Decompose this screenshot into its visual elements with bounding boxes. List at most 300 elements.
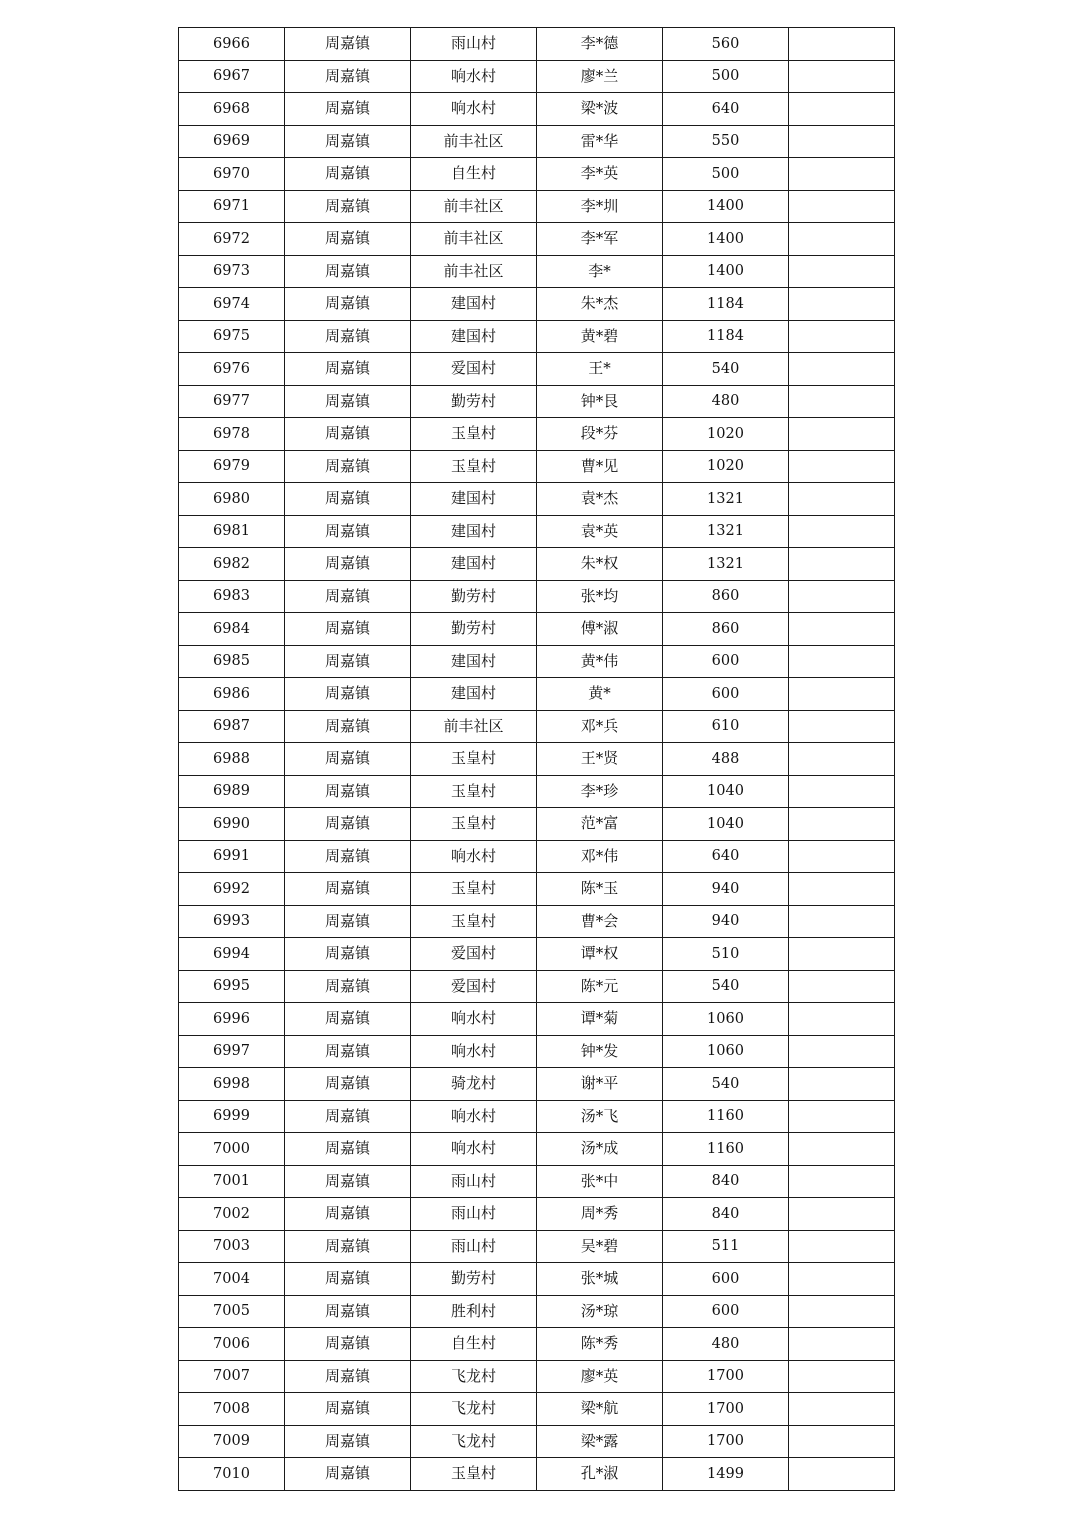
table-row (179, 1003, 895, 1036)
table-row (179, 28, 895, 61)
town-cell: 周嘉镇 (285, 385, 411, 418)
village-cell: 响水村 (411, 93, 537, 126)
table-row (179, 613, 895, 646)
amount-cell: 550 (663, 125, 789, 158)
amount-cell: 1020 (663, 450, 789, 483)
village-cell: 建国村 (411, 320, 537, 353)
remark-cell (789, 1198, 895, 1231)
table-row (179, 938, 895, 971)
village-cell: 建国村 (411, 515, 537, 548)
remark-cell (789, 353, 895, 386)
name-cell: 朱*权 (537, 548, 663, 581)
village-cell: 前丰社区 (411, 255, 537, 288)
remark-cell (789, 743, 895, 776)
town-cell: 周嘉镇 (285, 158, 411, 191)
amount-cell: 600 (663, 1263, 789, 1296)
amount-cell: 600 (663, 1295, 789, 1328)
name-cell: 张*中 (537, 1165, 663, 1198)
table-row (179, 1198, 895, 1231)
village-cell: 玉皇村 (411, 905, 537, 938)
amount-cell: 1040 (663, 775, 789, 808)
town-cell: 周嘉镇 (285, 743, 411, 776)
town-cell: 周嘉镇 (285, 1100, 411, 1133)
table-row (179, 775, 895, 808)
serial-number-cell: 7008 (179, 1393, 285, 1426)
name-cell: 陈*玉 (537, 873, 663, 906)
village-cell: 自生村 (411, 158, 537, 191)
name-cell: 曹*会 (537, 905, 663, 938)
village-cell: 爱国村 (411, 353, 537, 386)
name-cell: 袁*杰 (537, 483, 663, 516)
table-row (179, 483, 895, 516)
table-row (179, 548, 895, 581)
remark-cell (789, 93, 895, 126)
remark-cell (789, 1003, 895, 1036)
amount-cell: 540 (663, 353, 789, 386)
village-cell: 骑龙村 (411, 1068, 537, 1101)
amount-cell: 840 (663, 1198, 789, 1231)
name-cell: 谭*权 (537, 938, 663, 971)
village-cell: 前丰社区 (411, 223, 537, 256)
remark-cell (789, 1458, 895, 1491)
town-cell: 周嘉镇 (285, 905, 411, 938)
name-cell: 邓*兵 (537, 710, 663, 743)
village-cell: 前丰社区 (411, 190, 537, 223)
remark-cell (789, 1035, 895, 1068)
serial-number-cell: 7003 (179, 1230, 285, 1263)
amount-cell: 1321 (663, 548, 789, 581)
town-cell: 周嘉镇 (285, 1133, 411, 1166)
data-table (178, 27, 895, 1491)
serial-number-cell: 6999 (179, 1100, 285, 1133)
town-cell: 周嘉镇 (285, 1458, 411, 1491)
name-cell: 袁*英 (537, 515, 663, 548)
amount-cell: 1700 (663, 1393, 789, 1426)
table-row (179, 710, 895, 743)
table-row (179, 190, 895, 223)
name-cell: 钟*发 (537, 1035, 663, 1068)
serial-number-cell: 6973 (179, 255, 285, 288)
table-row (179, 678, 895, 711)
name-cell: 张*均 (537, 580, 663, 613)
name-cell: 曹*见 (537, 450, 663, 483)
serial-number-cell: 6990 (179, 808, 285, 841)
table-row (179, 580, 895, 613)
remark-cell (789, 1068, 895, 1101)
serial-number-cell: 7009 (179, 1425, 285, 1458)
serial-number-cell: 6974 (179, 288, 285, 321)
serial-number-cell: 7000 (179, 1133, 285, 1166)
town-cell: 周嘉镇 (285, 1035, 411, 1068)
town-cell: 周嘉镇 (285, 840, 411, 873)
remark-cell (789, 775, 895, 808)
serial-number-cell: 6978 (179, 418, 285, 451)
name-cell: 雷*华 (537, 125, 663, 158)
name-cell: 梁*航 (537, 1393, 663, 1426)
village-cell: 飞龙村 (411, 1360, 537, 1393)
village-cell: 响水村 (411, 840, 537, 873)
town-cell: 周嘉镇 (285, 353, 411, 386)
amount-cell: 1060 (663, 1035, 789, 1068)
name-cell: 邓*伟 (537, 840, 663, 873)
amount-cell: 510 (663, 938, 789, 971)
remark-cell (789, 873, 895, 906)
serial-number-cell: 6968 (179, 93, 285, 126)
town-cell: 周嘉镇 (285, 775, 411, 808)
name-cell: 廖*英 (537, 1360, 663, 1393)
village-cell: 玉皇村 (411, 743, 537, 776)
town-cell: 周嘉镇 (285, 418, 411, 451)
amount-cell: 1060 (663, 1003, 789, 1036)
name-cell: 梁*波 (537, 93, 663, 126)
name-cell: 汤*飞 (537, 1100, 663, 1133)
serial-number-cell: 6986 (179, 678, 285, 711)
village-cell: 勤劳村 (411, 580, 537, 613)
serial-number-cell: 6991 (179, 840, 285, 873)
village-cell: 飞龙村 (411, 1425, 537, 1458)
village-cell: 雨山村 (411, 1198, 537, 1231)
serial-number-cell: 6975 (179, 320, 285, 353)
town-cell: 周嘉镇 (285, 1230, 411, 1263)
village-cell: 玉皇村 (411, 418, 537, 451)
serial-number-cell: 6985 (179, 645, 285, 678)
table-row (179, 385, 895, 418)
amount-cell: 860 (663, 580, 789, 613)
serial-number-cell: 6988 (179, 743, 285, 776)
name-cell: 黄*伟 (537, 645, 663, 678)
serial-number-cell: 6981 (179, 515, 285, 548)
table-row (179, 743, 895, 776)
town-cell: 周嘉镇 (285, 255, 411, 288)
remark-cell (789, 613, 895, 646)
table-row (179, 970, 895, 1003)
name-cell: 王* (537, 353, 663, 386)
village-cell: 飞龙村 (411, 1393, 537, 1426)
name-cell: 李*英 (537, 158, 663, 191)
remark-cell (789, 678, 895, 711)
serial-number-cell: 6970 (179, 158, 285, 191)
town-cell: 周嘉镇 (285, 1003, 411, 1036)
serial-number-cell: 7006 (179, 1328, 285, 1361)
table-row (179, 840, 895, 873)
table-row (179, 320, 895, 353)
serial-number-cell: 6989 (179, 775, 285, 808)
village-cell: 前丰社区 (411, 710, 537, 743)
amount-cell: 600 (663, 678, 789, 711)
name-cell: 谢*平 (537, 1068, 663, 1101)
amount-cell: 480 (663, 385, 789, 418)
table-row (179, 808, 895, 841)
name-cell: 李*德 (537, 28, 663, 61)
village-cell: 建国村 (411, 645, 537, 678)
amount-cell: 940 (663, 873, 789, 906)
amount-cell: 1400 (663, 255, 789, 288)
remark-cell (789, 1295, 895, 1328)
remark-cell (789, 938, 895, 971)
town-cell: 周嘉镇 (285, 1393, 411, 1426)
amount-cell: 1160 (663, 1100, 789, 1133)
name-cell: 段*芬 (537, 418, 663, 451)
town-cell: 周嘉镇 (285, 710, 411, 743)
town-cell: 周嘉镇 (285, 483, 411, 516)
remark-cell (789, 385, 895, 418)
town-cell: 周嘉镇 (285, 808, 411, 841)
table-row (179, 645, 895, 678)
remark-cell (789, 1133, 895, 1166)
remark-cell (789, 1230, 895, 1263)
amount-cell: 1184 (663, 320, 789, 353)
amount-cell: 1160 (663, 1133, 789, 1166)
village-cell: 雨山村 (411, 1230, 537, 1263)
serial-number-cell: 6994 (179, 938, 285, 971)
serial-number-cell: 6993 (179, 905, 285, 938)
serial-number-cell: 6983 (179, 580, 285, 613)
town-cell: 周嘉镇 (285, 450, 411, 483)
name-cell: 李*军 (537, 223, 663, 256)
serial-number-cell: 7010 (179, 1458, 285, 1491)
town-cell: 周嘉镇 (285, 1263, 411, 1296)
amount-cell: 500 (663, 158, 789, 191)
town-cell: 周嘉镇 (285, 1328, 411, 1361)
town-cell: 周嘉镇 (285, 125, 411, 158)
serial-number-cell: 6995 (179, 970, 285, 1003)
serial-number-cell: 7002 (179, 1198, 285, 1231)
serial-number-cell: 6987 (179, 710, 285, 743)
serial-number-cell: 7004 (179, 1263, 285, 1296)
remark-cell (789, 645, 895, 678)
town-cell: 周嘉镇 (285, 1425, 411, 1458)
serial-number-cell: 6967 (179, 60, 285, 93)
village-cell: 建国村 (411, 678, 537, 711)
amount-cell: 1400 (663, 223, 789, 256)
town-cell: 周嘉镇 (285, 93, 411, 126)
table-row (179, 1263, 895, 1296)
table-body (179, 28, 895, 1491)
remark-cell (789, 905, 895, 938)
name-cell: 黄*碧 (537, 320, 663, 353)
table-row (179, 1295, 895, 1328)
table-row (179, 1068, 895, 1101)
table-row (179, 515, 895, 548)
village-cell: 爱国村 (411, 938, 537, 971)
remark-cell (789, 710, 895, 743)
remark-cell (789, 840, 895, 873)
table-row (179, 353, 895, 386)
serial-number-cell: 6979 (179, 450, 285, 483)
name-cell: 黄* (537, 678, 663, 711)
village-cell: 建国村 (411, 483, 537, 516)
amount-cell: 840 (663, 1165, 789, 1198)
town-cell: 周嘉镇 (285, 645, 411, 678)
village-cell: 勤劳村 (411, 613, 537, 646)
town-cell: 周嘉镇 (285, 1068, 411, 1101)
name-cell: 傅*淑 (537, 613, 663, 646)
village-cell: 勤劳村 (411, 1263, 537, 1296)
town-cell: 周嘉镇 (285, 1360, 411, 1393)
table-row (179, 288, 895, 321)
village-cell: 勤劳村 (411, 385, 537, 418)
serial-number-cell: 6982 (179, 548, 285, 581)
town-cell: 周嘉镇 (285, 1198, 411, 1231)
serial-number-cell: 7005 (179, 1295, 285, 1328)
name-cell: 李*圳 (537, 190, 663, 223)
remark-cell (789, 28, 895, 61)
village-cell: 玉皇村 (411, 808, 537, 841)
amount-cell: 1184 (663, 288, 789, 321)
remark-cell (789, 1100, 895, 1133)
village-cell: 前丰社区 (411, 125, 537, 158)
town-cell: 周嘉镇 (285, 60, 411, 93)
name-cell: 汤*成 (537, 1133, 663, 1166)
table-row (179, 1328, 895, 1361)
name-cell: 吴*碧 (537, 1230, 663, 1263)
serial-number-cell: 6972 (179, 223, 285, 256)
amount-cell: 1700 (663, 1425, 789, 1458)
remark-cell (789, 483, 895, 516)
name-cell: 周*秀 (537, 1198, 663, 1231)
remark-cell (789, 970, 895, 1003)
name-cell: 陈*秀 (537, 1328, 663, 1361)
remark-cell (789, 288, 895, 321)
table-row (179, 1165, 895, 1198)
village-cell: 建国村 (411, 548, 537, 581)
name-cell: 朱*杰 (537, 288, 663, 321)
name-cell: 孔*淑 (537, 1458, 663, 1491)
amount-cell: 1499 (663, 1458, 789, 1491)
amount-cell: 640 (663, 93, 789, 126)
remark-cell (789, 1263, 895, 1296)
serial-number-cell: 7007 (179, 1360, 285, 1393)
town-cell: 周嘉镇 (285, 320, 411, 353)
table-row (179, 905, 895, 938)
table-row (179, 873, 895, 906)
remark-cell (789, 223, 895, 256)
table-row (179, 93, 895, 126)
remark-cell (789, 548, 895, 581)
remark-cell (789, 418, 895, 451)
amount-cell: 560 (663, 28, 789, 61)
serial-number-cell: 7001 (179, 1165, 285, 1198)
name-cell: 钟*艮 (537, 385, 663, 418)
village-cell: 建国村 (411, 288, 537, 321)
serial-number-cell: 6996 (179, 1003, 285, 1036)
remark-cell (789, 1165, 895, 1198)
serial-number-cell: 6971 (179, 190, 285, 223)
table-row (179, 1360, 895, 1393)
village-cell: 爱国村 (411, 970, 537, 1003)
amount-cell: 540 (663, 970, 789, 1003)
name-cell: 汤*琼 (537, 1295, 663, 1328)
serial-number-cell: 6997 (179, 1035, 285, 1068)
remark-cell (789, 255, 895, 288)
name-cell: 李* (537, 255, 663, 288)
village-cell: 玉皇村 (411, 450, 537, 483)
table-row (179, 158, 895, 191)
name-cell: 陈*元 (537, 970, 663, 1003)
amount-cell: 1321 (663, 515, 789, 548)
table-row (179, 255, 895, 288)
remark-cell (789, 320, 895, 353)
amount-cell: 640 (663, 840, 789, 873)
amount-cell: 540 (663, 1068, 789, 1101)
remark-cell (789, 580, 895, 613)
name-cell: 范*富 (537, 808, 663, 841)
serial-number-cell: 6966 (179, 28, 285, 61)
amount-cell: 1040 (663, 808, 789, 841)
village-cell: 玉皇村 (411, 873, 537, 906)
town-cell: 周嘉镇 (285, 548, 411, 581)
remark-cell (789, 1393, 895, 1426)
remark-cell (789, 158, 895, 191)
remark-cell (789, 808, 895, 841)
table-row (179, 60, 895, 93)
remark-cell (789, 1328, 895, 1361)
amount-cell: 600 (663, 645, 789, 678)
serial-number-cell: 6998 (179, 1068, 285, 1101)
name-cell: 廖*兰 (537, 60, 663, 93)
name-cell: 梁*露 (537, 1425, 663, 1458)
table-row (179, 1458, 895, 1491)
serial-number-cell: 6992 (179, 873, 285, 906)
village-cell: 响水村 (411, 1035, 537, 1068)
amount-cell: 480 (663, 1328, 789, 1361)
village-cell: 响水村 (411, 1100, 537, 1133)
remark-cell (789, 60, 895, 93)
town-cell: 周嘉镇 (285, 970, 411, 1003)
table-row (179, 223, 895, 256)
town-cell: 周嘉镇 (285, 515, 411, 548)
town-cell: 周嘉镇 (285, 223, 411, 256)
table-row (179, 1425, 895, 1458)
name-cell: 王*贤 (537, 743, 663, 776)
village-cell: 响水村 (411, 1133, 537, 1166)
amount-cell: 500 (663, 60, 789, 93)
village-cell: 雨山村 (411, 1165, 537, 1198)
village-cell: 玉皇村 (411, 1458, 537, 1491)
village-cell: 响水村 (411, 1003, 537, 1036)
village-cell: 响水村 (411, 60, 537, 93)
amount-cell: 1020 (663, 418, 789, 451)
village-cell: 玉皇村 (411, 775, 537, 808)
remark-cell (789, 450, 895, 483)
town-cell: 周嘉镇 (285, 938, 411, 971)
table-row (179, 1100, 895, 1133)
amount-cell: 940 (663, 905, 789, 938)
town-cell: 周嘉镇 (285, 678, 411, 711)
remark-cell (789, 1425, 895, 1458)
table-row (179, 1393, 895, 1426)
amount-cell: 860 (663, 613, 789, 646)
town-cell: 周嘉镇 (285, 28, 411, 61)
town-cell: 周嘉镇 (285, 1165, 411, 1198)
serial-number-cell: 6980 (179, 483, 285, 516)
serial-number-cell: 6977 (179, 385, 285, 418)
town-cell: 周嘉镇 (285, 580, 411, 613)
town-cell: 周嘉镇 (285, 288, 411, 321)
amount-cell: 1321 (663, 483, 789, 516)
table-row (179, 1035, 895, 1068)
table-row (179, 125, 895, 158)
serial-number-cell: 6976 (179, 353, 285, 386)
amount-cell: 610 (663, 710, 789, 743)
amount-cell: 1700 (663, 1360, 789, 1393)
remark-cell (789, 190, 895, 223)
name-cell: 李*珍 (537, 775, 663, 808)
remark-cell (789, 125, 895, 158)
town-cell: 周嘉镇 (285, 1295, 411, 1328)
name-cell: 谭*菊 (537, 1003, 663, 1036)
remark-cell (789, 1360, 895, 1393)
